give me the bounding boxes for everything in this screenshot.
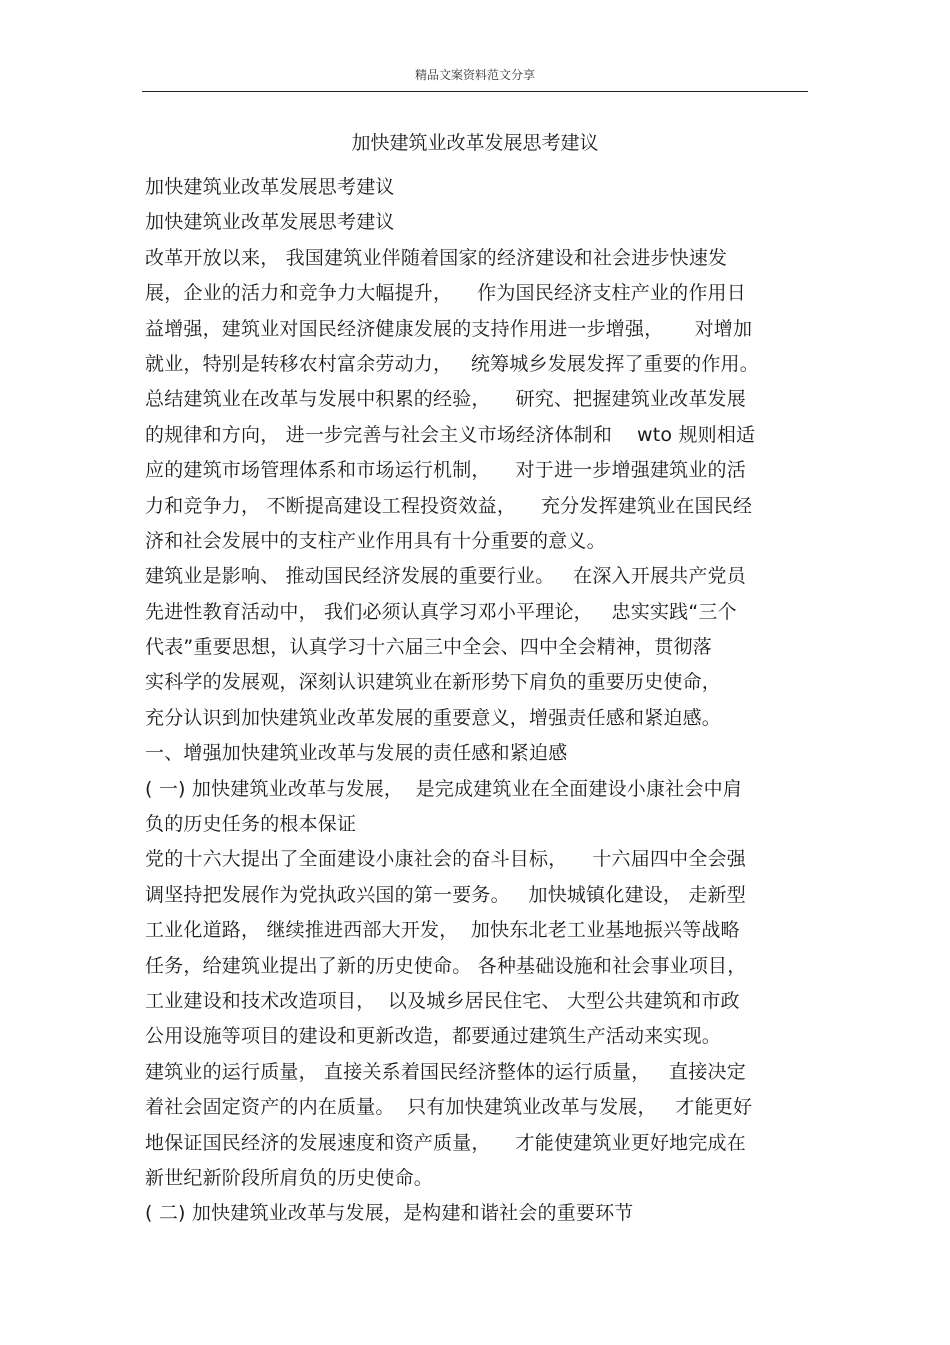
text-line: 任务，给建筑业提出了新的历史使命。 各种基础设施和社会事业项目， bbox=[145, 954, 747, 977]
text-line: 建筑业的运行质量， 直接关系着国民经济整体的运行质量， 直接决定 bbox=[145, 1060, 746, 1083]
text-line: 负的历史任务的根本保证 bbox=[145, 813, 357, 836]
document-title: 加快建筑业改革发展思考建议 bbox=[351, 132, 599, 154]
text-line: 总结建筑业在改革与发展中积累的经验， 研究、把握建筑业改革发展 bbox=[145, 388, 746, 411]
subsection-heading: ( 一) 加快建筑业改革与发展， 是完成建筑业在全面建设小康社会中肩 bbox=[145, 777, 742, 800]
text-line: 先进性教育活动中， 我们必须认真学习邓小平理论， 忠实实践“三个 bbox=[145, 600, 737, 623]
text-line: 调坚持把发展作为党执政兴国的第一要务。 加快城镇化建设， 走新型 bbox=[145, 883, 746, 906]
document-body bbox=[145, 170, 807, 1232]
subsection-heading: ( 二) 加快建筑业改革与发展，是构建和谐社会的重要环节 bbox=[145, 1202, 634, 1225]
page-header: 精品文案资料范文分享 bbox=[414, 68, 535, 82]
section-heading: 一、增强加快建筑业改革与发展的责任感和紧迫感 bbox=[145, 742, 568, 765]
text-line: 力和竞争力， 不断提高建设工程投资效益， 充分发挥建筑业在国民经 bbox=[145, 494, 753, 517]
text-line: 的规律和方向， 进一步完善与社会主义市场经济体制和 wto 规则相适 bbox=[145, 423, 756, 446]
text-line: 充分认识到加快建筑业改革发展的重要意义，增强责任感和紧迫感。 bbox=[145, 706, 722, 729]
text-line: 就业，特别是转移农村富余劳动力， 统筹城乡发展发挥了重要的作用。 bbox=[145, 352, 759, 375]
text-line: 建筑业是影响、 推动国民经济发展的重要行业。 在深入开展共产党员 bbox=[145, 565, 746, 588]
text-line: 应的建筑市场管理体系和市场运行机制， 对于进一步增强建筑业的活 bbox=[145, 459, 746, 482]
text-line: 实科学的发展观，深刻认识建筑业在新形势下肩负的重要历史使命， bbox=[145, 671, 722, 694]
text-line: 济和社会发展中的支柱产业作用具有十分重要的意义。 bbox=[145, 529, 606, 552]
text-line: 代表”重要思想，认真学习十六届三中全会、四中全会精神，贯彻落 bbox=[145, 636, 712, 659]
text-line: 改革开放以来， 我国建筑业伴随着国家的经济建设和社会进步快速发 bbox=[145, 246, 728, 269]
text-line: 工业建设和技术改造项目， 以及城乡居民住宅、 大型公共建筑和市政 bbox=[145, 989, 740, 1012]
text-line: 新世纪新阶段所肩负的历史使命。 bbox=[145, 1166, 434, 1189]
text-line: 加快建筑业改革发展思考建议 bbox=[145, 176, 395, 198]
text-line: 地保证国民经济的发展速度和资产质量， 才能使建筑业更好地完成在 bbox=[145, 1131, 746, 1154]
text-line: 益增强，建筑业对国民经济健康发展的支持作用进一步增强， 对增加 bbox=[145, 317, 753, 340]
header-rule bbox=[142, 91, 808, 92]
text-line: 党的十六大提出了全面建设小康社会的奋斗目标， 十六届四中全会强 bbox=[145, 848, 746, 871]
text-line: 公用设施等项目的建设和更新改造，都要通过建筑生产活动来实现。 bbox=[145, 1025, 722, 1048]
text-line: 加快建筑业改革发展思考建议 bbox=[145, 211, 395, 234]
text-line: 展，企业的活力和竞争力大幅提升， 作为国民经济支柱产业的作用日 bbox=[145, 282, 746, 305]
text-line: 工业化道路， 继续推进西部大开发， 加快东北老工业基地振兴等战略 bbox=[145, 919, 740, 942]
text-line: 着社会固定资产的内在质量。 只有加快建筑业改革与发展， 才能更好 bbox=[145, 1096, 753, 1119]
